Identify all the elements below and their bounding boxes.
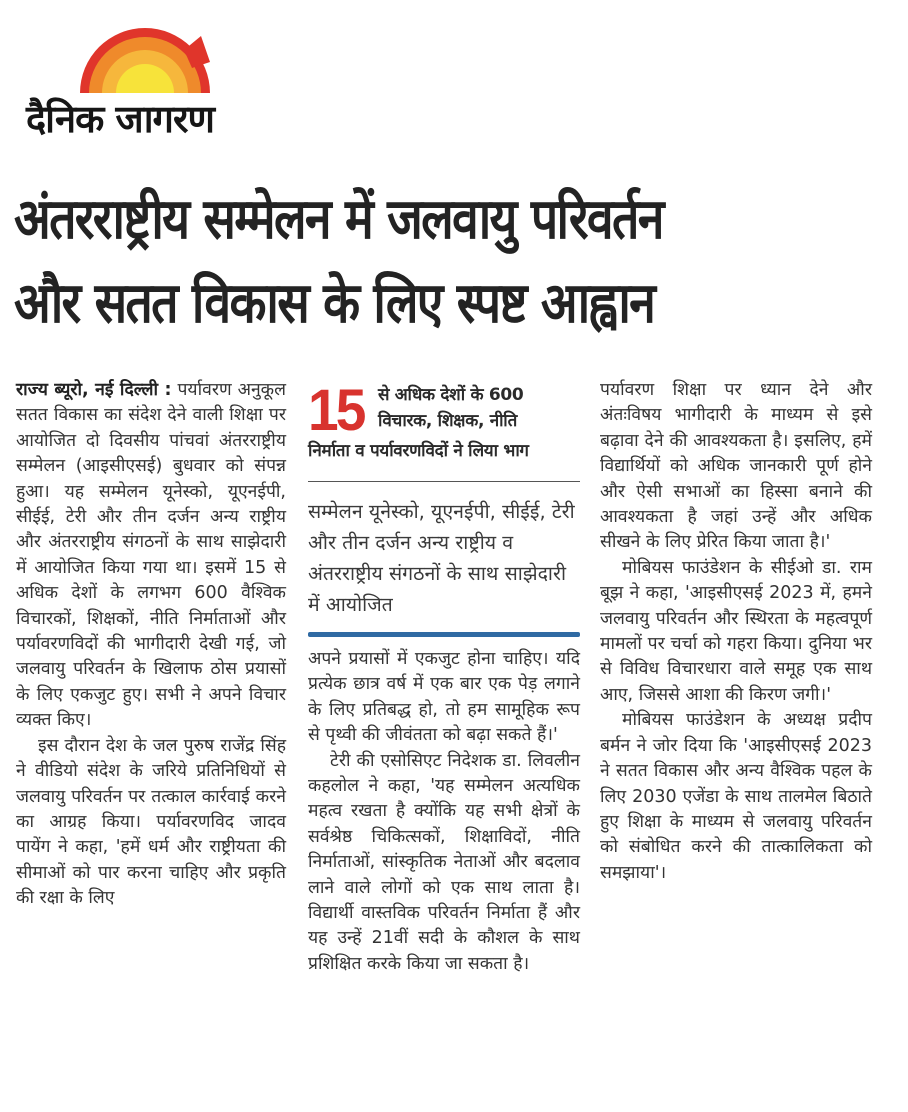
masthead	[22, 22, 272, 152]
article-column-3	[600, 378, 872, 886]
highlight-line-3: निर्माता व पर्यावरणविदों ने लिया भाग	[308, 441, 529, 461]
article-column-2	[308, 378, 580, 977]
article-paragraph: इस दौरान देश के जल पुरुष राजेंद्र सिंह ने वीडियो संदेश के जरिये प्रतिनिधियों से जलवायु परिवर्तन पर तत्काल कार्रवाई करने का आग्रह किया। पर्यावरणविद जादव पायेंग ने कहा, 'हमें धर्म और राष्ट्रीयता की सीमाओं को पार करना चाहिए और प्रकृति की रक्षा के लिए	[16, 735, 286, 909]
blue-divider	[308, 632, 580, 637]
highlight-line-2: विचारक, शिक्षक, नीति	[378, 411, 518, 431]
highlight-line-1: से अधिक देशों के 600	[378, 385, 524, 405]
article-paragraph: टेरी की एसोसिएट निदेशक डा. लिवलीन कहलोल ने कहा, 'यह सम्मेलन अत्यधिक महत्व रखता है क्योंकि यह सभी क्षेत्रों के सर्वश्रेष्ठ चिकित्सकों, शिक्षाविदों, नीति निर्माताओं, सांस्कृतिक नेताओं और बदलाव लाने वाले लोगों को एक साथ लाता है। विद्यार्थी वास्तविक परिवर्तन निर्माता हैं और यह उन्हें 21वीं सदी के कौशल के साथ प्रशिक्षित करके किया जा सकता है।	[308, 750, 580, 974]
headline-line-1: अंतरराष्ट्रीय सम्मेलन में जलवायु परिवर्तन	[14, 187, 663, 252]
highlight-box	[308, 378, 580, 482]
article-paragraph: मोबियस फाउंडेशन के अध्यक्ष प्रदीप बर्मन ने जोर दिया कि 'आइसीएसई 2023 ने सतत विकास और अन्य वैश्विक पहल के लिए 2030 एजेंडा के साथ तालमेल बिठाते हुए शिक्षा के माध्यम से जलवायु परिवर्तन को संबोधित करने की तात्कालिकता को समझाया'।	[600, 710, 872, 883]
highlight-number: 15	[308, 378, 364, 443]
dateline: राज्य ब्यूरो, नई दिल्ली :	[16, 380, 172, 400]
article-paragraph	[16, 378, 286, 734]
article-column-1	[16, 378, 286, 912]
summary-blurb: सम्मेलन यूनेस्को, यूएनईपी, सीईई, टेरी और तीन दर्जन अन्य राष्ट्रीय व अंतरराष्ट्रीय संगठनों के साथ साझेदारी में आयोजित	[308, 500, 575, 616]
headline-line-2: और सतत विकास के लिए स्पष्ट आह्वान	[14, 271, 655, 336]
article-headline	[14, 178, 894, 346]
newspaper-logo-name: दैनिक जागरण	[26, 97, 214, 141]
article-paragraph: पर्यावरण शिक्षा पर ध्यान देने और अंतःविषय भागीदारी के माध्यम से इसे बढ़ावा देने की आवश्यकता है। इसलिए, हमें विद्यार्थियों को अधिक जानकारी पूर्ण होने और ऐसी सभाओं का हिस्सा बनाने की आवश्यकता है जहां उन्हें और अधिक सीखने के लिए प्रेरित किया जाता है।'	[600, 380, 872, 553]
rising-sun-logo-icon	[80, 28, 210, 93]
article-paragraph: अपने प्रयासों में एकजुट होना चाहिए। यदि प्रत्येक छात्र वर्ष में एक बार एक पेड़ लगाने के लिए प्रतिबद्ध हो, तो हम सामूहिक रूप से पृथ्वी की जीवंतता को बढ़ा सकते हैं।'	[308, 649, 580, 746]
paragraph-text: पर्यावरण अनुकूल सतत विकास का संदेश देने वाली शिक्षा पर आयोजित दो दिवसीय पांचवां अंतरराष्ट्रीय सम्मेलन (आइसीएसई) बुधवार को संपन्न हुआ। यह सम्मेलन यूनेस्को, यूएनईपी, सीईई, टेरी और तीन दर्जन अन्य राष्ट्रीय और अंतरराष्ट्रीय संगठनों के साथ साझेदारी में आयोजित किया गया था। इसमें 15 से अधिक देशों के लगभग 600 वैश्विक विचारकों, शिक्षकों, नीति निर्माताओं और पर्यावरणविदों की भागीदारी देखी गई, जो जलवायु परिवर्तन के खिलाफ ठोस प्रयासों के लिए एकजुट हुए। सभी ने अपने विचार व्यक्त किए।	[16, 380, 286, 731]
article-paragraph: मोबियस फाउंडेशन के सीईओ डा. राम बूझ ने कहा, 'आइसीएसई 2023 में, हमने जलवायु परिवर्तन और स्थिरता के महत्वपूर्ण मामलों पर चर्चा को गहरा किया। दुनिया भर से विविध विचारधारा वाले समूह एक साथ आए, जिससे आशा की किरण जगी।'	[600, 557, 872, 705]
